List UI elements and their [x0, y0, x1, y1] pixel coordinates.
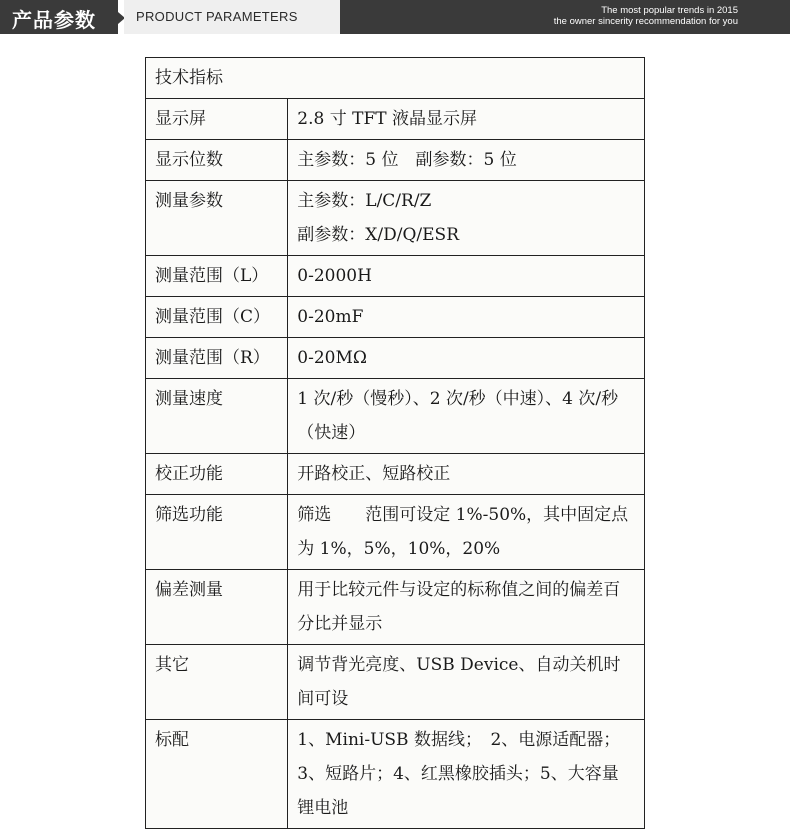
spec-label: 筛选功能 [146, 495, 288, 570]
spec-value: 1、Mini-USB 数据线； 2、电源适配器；3、短路片；4、红黑橡胶插头；5、大容量锂电池 [288, 720, 645, 829]
spec-label: 偏差测量 [146, 570, 288, 645]
table-row [146, 99, 645, 140]
table-row [146, 297, 645, 338]
spec-label: 校正功能 [146, 454, 288, 495]
spec-label: 显示位数 [146, 140, 288, 181]
page-title: 产品参数 [12, 8, 96, 32]
spec-label: 标配 [146, 720, 288, 829]
page-subtitle: PRODUCT PARAMETERS [136, 9, 298, 24]
table-row [146, 379, 645, 454]
table-heading: 技术指标 [146, 58, 645, 99]
spec-value: 调节背光亮度、USB Device、自动关机时间可设 [288, 645, 645, 720]
spec-value: 开路校正、短路校正 [288, 454, 645, 495]
table-row [146, 181, 645, 256]
spec-label: 测量速度 [146, 379, 288, 454]
table-row [146, 570, 645, 645]
spec-table [145, 57, 645, 829]
spec-label: 测量范围（C） [146, 297, 288, 338]
spec-value: 2.8 寸 TFT 液晶显示屏 [288, 99, 645, 140]
spec-value: 0-2000H [288, 256, 645, 297]
table-row [146, 645, 645, 720]
table-row [146, 495, 645, 570]
spec-value: 筛选 范围可设定 1%-50%，其中固定点为 1%，5%，10%，20% [288, 495, 645, 570]
spec-value: 主参数：L/C/R/Z 副参数：X/D/Q/ESR [288, 181, 645, 256]
spec-value: 0-20mF [288, 297, 645, 338]
table-row [146, 140, 645, 181]
spec-label: 测量范围（L） [146, 256, 288, 297]
header-banner [0, 0, 790, 34]
table-row [146, 338, 645, 379]
table-row [146, 454, 645, 495]
table-heading-row [146, 58, 645, 99]
spec-label: 测量参数 [146, 181, 288, 256]
spec-label: 其它 [146, 645, 288, 720]
tagline-line-1: The most popular trends in 2015 [601, 5, 738, 16]
spec-value: 1 次/秒（慢秒）、2 次/秒（中速）、4 次/秒（快速） [288, 379, 645, 454]
header-tagline-block [340, 0, 790, 34]
table-row [146, 720, 645, 829]
spec-label: 测量范围（R） [146, 338, 288, 379]
tagline-line-2: the owner sincerity recommendation for you [553, 16, 738, 27]
spec-value: 用于比较元件与设定的标称值之间的偏差百分比并显示 [288, 570, 645, 645]
table-row [146, 256, 645, 297]
spec-value: 0-20MΩ [288, 338, 645, 379]
spec-label: 显示屏 [146, 99, 288, 140]
header-title-block [0, 0, 118, 34]
spec-value: 主参数：5 位 副参数：5 位 [288, 140, 645, 181]
